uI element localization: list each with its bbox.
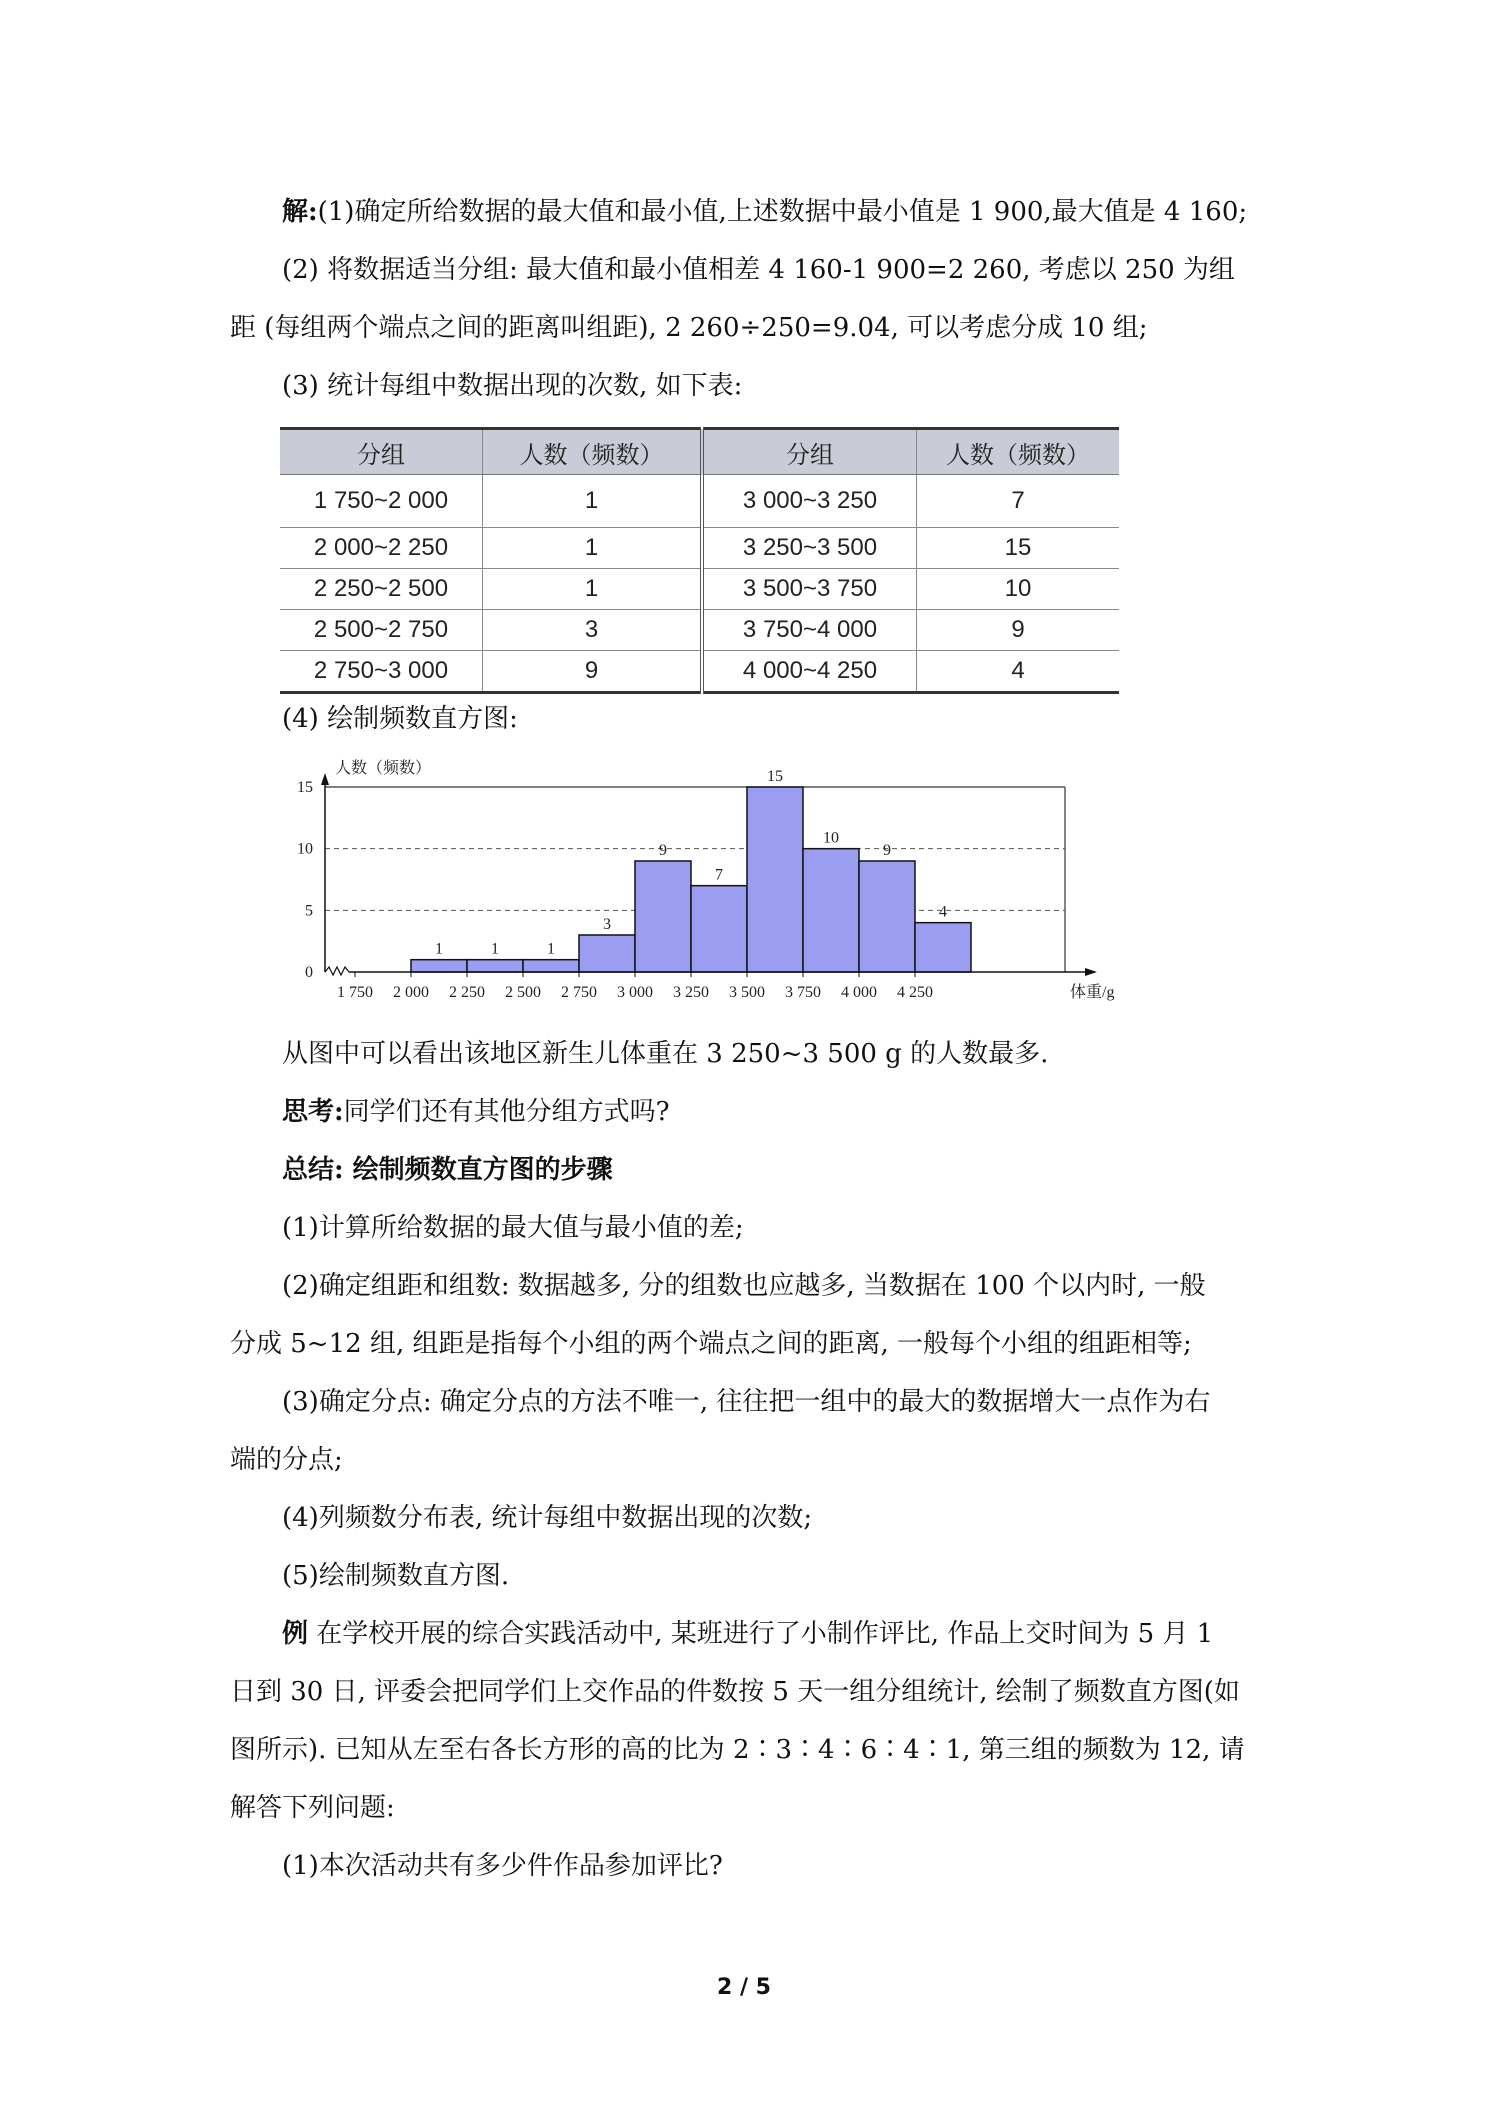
think-line <box>282 1083 1302 1141</box>
histogram-bar <box>691 886 747 972</box>
x-tick-label: 1 750 <box>337 984 373 1001</box>
example-line-4: 解答下列问题: <box>230 1793 395 1823</box>
summary-step-4: (4)列频数分布表, 统计每组中数据出现的次数; <box>282 1503 813 1533</box>
table-cell: 1 <box>483 569 703 610</box>
solution-text: (1)确定所给数据的最大值和最小值,上述数据中最小值是 1 900,最大值是 4 160; <box>317 197 1248 227</box>
y-tick-label: 10 <box>297 840 313 858</box>
x-tick-label: 3 250 <box>673 984 709 1001</box>
bar-data-label: 15 <box>767 768 783 785</box>
table-row <box>280 651 1119 693</box>
bar-data-label: 9 <box>883 842 891 859</box>
summary-step-2-cont: 分成 5~12 组, 组距是指每个小组的两个端点之间的距离, 一般每个小组的组距相等; <box>230 1329 1192 1359</box>
histogram-bar <box>915 923 971 972</box>
think-label: 思考: <box>282 1097 344 1127</box>
page-number: 2 / 5 <box>717 1975 771 2000</box>
table-cell: 2 000~2 250 <box>280 528 483 569</box>
table-row <box>280 528 1119 569</box>
conclusion-line: 从图中可以看出该地区新生儿体重在 3 250~3 500 g 的人数最多. <box>282 1039 1049 1069</box>
table-cell: 10 <box>917 569 1120 610</box>
example-text: 在学校开展的综合实践活动中, 某班进行了小制作评比, 作品上交时间为 5 月 1 <box>308 1619 1214 1649</box>
table-cell: 3 750~4 000 <box>702 610 917 651</box>
axis-break-zigzag <box>325 967 349 975</box>
x-tick-label: 4 250 <box>897 984 933 1001</box>
table-cell: 1 <box>483 528 703 569</box>
x-tick-label: 2 000 <box>393 984 429 1001</box>
y-axis-arrow <box>321 773 329 785</box>
question-1: (1)本次活动共有多少件作品参加评比? <box>282 1851 723 1881</box>
histogram-bar <box>859 861 915 972</box>
table-header: 人数（频数） <box>483 429 703 475</box>
table-cell: 3 500~3 750 <box>702 569 917 610</box>
histogram-bar <box>411 960 467 972</box>
summary-step-1: (1)计算所给数据的最大值与最小值的差; <box>282 1213 744 1243</box>
table-cell: 15 <box>917 528 1120 569</box>
table-cell: 9 <box>483 651 703 693</box>
table-cell: 3 <box>483 610 703 651</box>
x-tick-label: 2 750 <box>561 984 597 1001</box>
example-line-3: 图所示). 已知从左至右各长方形的高的比为 2∶3∶4∶6∶4∶1, 第三组的频数为 12, 请 <box>230 1735 1245 1765</box>
bar-data-label: 1 <box>435 940 443 958</box>
solution-line-1 <box>282 183 1302 241</box>
solution-line-5: (4) 绘制频数直方图: <box>282 704 518 734</box>
think-text: 同学们还有其他分组方式吗? <box>343 1097 670 1127</box>
frequency-table <box>280 427 1119 694</box>
histogram-bar <box>579 935 635 972</box>
summary-step-2: (2)确定组距和组数: 数据越多, 分的组数也应越多, 当数据在 100 个以内时, 一般 <box>282 1271 1206 1301</box>
bar-data-label: 1 <box>491 940 499 958</box>
table-cell: 3 000~3 250 <box>702 475 917 528</box>
y-tick-label: 15 <box>297 779 313 796</box>
table-cell: 2 500~2 750 <box>280 610 483 651</box>
example-label: 例 <box>282 1619 309 1649</box>
y-tick-label: 0 <box>305 964 313 981</box>
table-row <box>280 475 1119 528</box>
x-tick-label: 3 000 <box>617 984 653 1001</box>
example-line-1 <box>282 1605 1302 1663</box>
table-header-row <box>280 429 1119 475</box>
bar-data-label: 7 <box>715 866 723 884</box>
table-cell: 7 <box>917 475 1120 528</box>
histogram-bar <box>523 960 579 972</box>
x-tick-label: 2 250 <box>449 984 485 1001</box>
summary-step-3: (3)确定分点: 确定分点的方法不唯一, 往往把一组中的最大的数据增大一点作为右 <box>282 1387 1211 1417</box>
table-cell: 2 250~2 500 <box>280 569 483 610</box>
bar-data-label: 9 <box>659 842 667 859</box>
table-cell: 4 000~4 250 <box>702 651 917 693</box>
summary-heading: 总结: 绘制频数直方图的步骤 <box>282 1155 613 1185</box>
solution-line-3: 距 (每组两个端点之间的距离叫组距), 2 260÷250=9.04, 可以考虑分成 10 组; <box>230 313 1148 343</box>
summary-step-5: (5)绘制频数直方图. <box>282 1561 510 1591</box>
table-cell: 9 <box>917 610 1120 651</box>
table-row <box>280 610 1119 651</box>
table-header: 分组 <box>280 429 483 475</box>
table-row <box>280 569 1119 610</box>
example-line-2: 日到 30 日, 评委会把同学们上交作品的件数按 5 天一组分组统计, 绘制了频数直方图(如 <box>230 1677 1240 1707</box>
table-cell: 4 <box>917 651 1120 693</box>
histogram-bar <box>635 861 691 972</box>
histogram-bar <box>467 960 523 972</box>
x-axis-arrow <box>1085 968 1097 976</box>
table-cell: 3 250~3 500 <box>702 528 917 569</box>
table-header: 人数（频数） <box>917 429 1120 475</box>
solution-line-4: (3) 统计每组中数据出现的次数, 如下表: <box>282 371 743 401</box>
table-cell: 2 750~3 000 <box>280 651 483 693</box>
table-header: 分组 <box>702 429 917 475</box>
solution-line-2: (2) 将数据适当分组: 最大值和最小值相差 4 160-1 900=2 260, 考虑以 250 为组 <box>282 255 1235 285</box>
x-tick-label: 4 000 <box>841 984 877 1001</box>
y-tick-label: 5 <box>305 902 313 920</box>
frequency-histogram <box>280 755 1130 1015</box>
y-axis-label: 人数（频数） <box>335 760 432 777</box>
bar-data-label: 3 <box>603 916 611 933</box>
x-axis-label: 体重/g <box>1070 984 1115 1001</box>
table-cell: 1 750~2 000 <box>280 475 483 528</box>
histogram-bar <box>747 787 803 972</box>
bar-data-label: 1 <box>547 940 555 958</box>
histogram-bar <box>803 849 859 972</box>
table-cell: 1 <box>483 475 703 528</box>
bar-data-label: 10 <box>823 829 839 847</box>
x-tick-label: 2 500 <box>505 984 541 1001</box>
x-tick-label: 3 750 <box>785 984 821 1001</box>
summary-step-3-cont: 端的分点; <box>230 1445 343 1475</box>
bar-data-label: 4 <box>939 903 947 921</box>
x-tick-label: 3 500 <box>729 984 765 1001</box>
solution-label: 解: <box>282 197 318 227</box>
